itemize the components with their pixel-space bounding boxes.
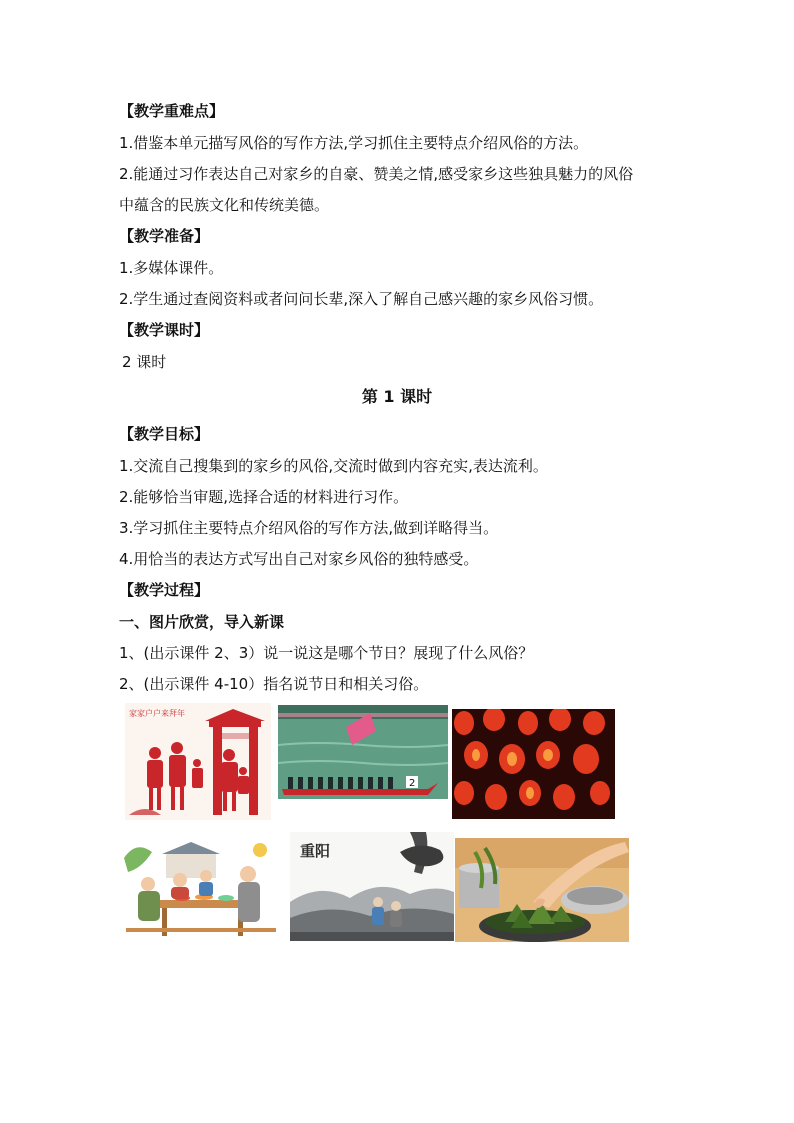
zongzi-image [455, 838, 629, 942]
key-point-1: 1.借鉴本单元描写风俗的写作方法,学习抓住主要特点介绍风俗的方法。 [119, 134, 589, 152]
lanterns-image [452, 709, 615, 819]
papercut-caption: 家家户户来拜年 [129, 709, 185, 718]
prep-item-1: 1.多媒体课件。 [119, 259, 224, 277]
key-point-2a: 2.能通过习作表达自己对家乡的自豪、赞美之情,感受家乡这些独具魅力的风俗 [119, 165, 634, 183]
goal-2: 2.能够恰当审题,选择合适的材料进行习作。 [119, 488, 409, 506]
chongyang-image [290, 832, 454, 941]
step-2: 2、(出示课件 4-10）指名说节日和相关习俗。 [119, 675, 429, 693]
new-year-papercut-image [125, 703, 271, 820]
family-dinner-image [122, 838, 280, 941]
step-heading: 一、图片欣赏，导入新课 [119, 613, 285, 631]
dragon-boat-image [278, 705, 448, 799]
goal-4: 4.用恰当的表达方式写出自己对家乡风俗的独特感受。 [119, 550, 479, 568]
goals-heading: 【教学目标】 [119, 425, 210, 443]
key-points-heading: 【教学重难点】 [119, 102, 225, 120]
goal-3: 3.学习抓住主要特点介绍风俗的写作方法,做到详略得当。 [119, 519, 499, 537]
hours-heading: 【教学课时】 [119, 321, 210, 339]
chongyang-title: 重阳 [300, 842, 331, 860]
lesson-title: 第 1 课时 [361, 387, 433, 406]
key-point-2b: 中蕴含的民族文化和传统美德。 [119, 196, 330, 214]
step-1: 1、(出示课件 2、3）说一说这是哪个节日？展现了什么风俗？ [119, 644, 534, 662]
prep-heading: 【教学准备】 [119, 227, 210, 245]
goal-1: 1.交流自己搜集到的家乡的风俗,交流时做到内容充实,表达流利。 [119, 457, 548, 475]
process-heading: 【教学过程】 [119, 581, 210, 599]
prep-item-2: 2.学生通过查阅资料或者问问长辈,深入了解自己感兴趣的家乡风俗习惯。 [119, 290, 604, 308]
boat-number: 2 [409, 778, 416, 789]
hours-value: 2 课时 [122, 353, 167, 371]
